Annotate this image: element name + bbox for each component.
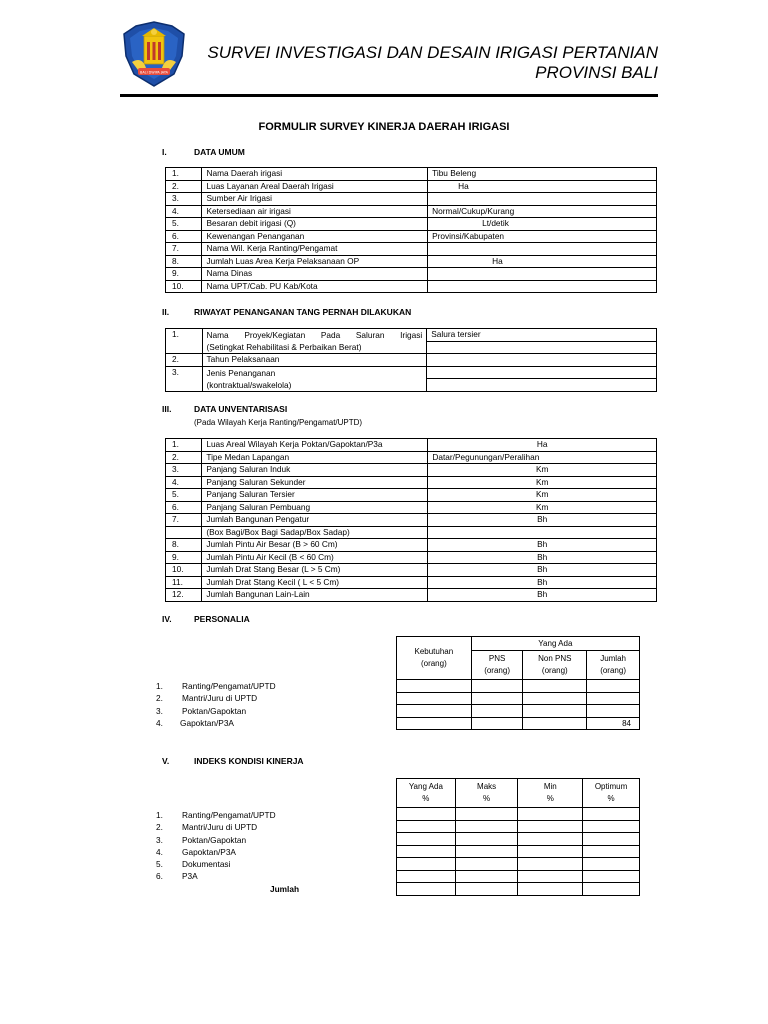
cell <box>455 808 518 821</box>
table-row <box>166 501 657 514</box>
row-number: 6. <box>166 230 202 243</box>
row-label: Ketersediaan air irigasi <box>202 205 428 218</box>
cell <box>455 845 518 858</box>
list-label: Dokumentasi <box>182 859 231 870</box>
cell <box>397 883 456 896</box>
list-item <box>156 821 276 833</box>
logo-text: BALI DWIPA JAYA <box>140 70 168 75</box>
row-label: Nama Daerah irigasi <box>202 168 428 181</box>
list-label: Ranting/Pengamat/UPTD <box>182 810 276 820</box>
row-label: Tipe Medan Lapangan <box>202 451 428 464</box>
row-number: 6. <box>166 501 202 514</box>
cell <box>397 705 472 718</box>
header-min <box>518 779 583 808</box>
row-value: Ha <box>428 255 657 268</box>
list-item <box>156 870 276 882</box>
row-label: Jumlah Luas Area Kerja Pelaksanaan OP <box>202 255 428 268</box>
list-number: 6. <box>156 871 163 882</box>
row-number: 3. <box>166 464 202 477</box>
table-row <box>166 439 657 452</box>
cell <box>397 680 472 693</box>
pns-unit: (orang) <box>484 666 510 675</box>
row-number: 5. <box>166 489 202 502</box>
data-umum-table <box>165 167 657 293</box>
riwayat-value: Salura tersier <box>427 329 657 342</box>
cell <box>455 883 518 896</box>
row-label: Nama UPT/Cab. PU Kab/Kota <box>202 280 428 293</box>
cell <box>523 680 587 693</box>
section-subtitle: (Pada Wilayah Kerja Ranting/Pengamat/UPTD) <box>194 418 363 427</box>
row-label: Panjang Saluran Pembuang <box>202 501 428 514</box>
row-value: Datar/Pegunungan/Peralihan <box>428 451 657 464</box>
cell <box>397 870 456 883</box>
table-row <box>166 476 657 489</box>
row-value: Bh <box>428 514 657 527</box>
row-number: 5. <box>166 218 202 231</box>
list-item <box>156 717 276 729</box>
table-row <box>397 858 640 871</box>
table-row <box>166 551 657 564</box>
indeks-list <box>156 809 276 883</box>
list-label: Mantri/Juru di UPTD <box>182 822 258 833</box>
header-maks <box>455 779 518 808</box>
list-item <box>156 846 276 858</box>
cell <box>397 845 456 858</box>
row-value: Bh <box>428 576 657 589</box>
row-value: Bh <box>428 589 657 602</box>
riwayat-value-blank <box>427 354 657 367</box>
row-label: Jumlah Drat Stang Besar (L > 5 Cm) <box>202 564 428 577</box>
cell <box>518 808 583 821</box>
table-row <box>397 833 640 846</box>
row-value: Km <box>428 501 657 514</box>
table-row <box>166 451 657 464</box>
table-row <box>166 243 657 256</box>
table-row <box>397 870 640 883</box>
list-item <box>156 680 276 692</box>
document-title-line2: PROVINSI BALI <box>535 63 658 82</box>
nonpns-unit: (orang) <box>541 666 568 675</box>
row-label: Nama Wil. Kerja Ranting/Pengamat <box>202 243 428 256</box>
cell <box>587 680 640 693</box>
riwayat-label-line1: Jenis Penanganan <box>206 367 276 378</box>
row-label: Kewenangan Penanganan <box>202 230 428 243</box>
row-label: Luas Layanan Areal Daerah Irigasi <box>202 180 428 193</box>
kebutuhan-unit: (orang) <box>420 659 447 668</box>
riwayat-label: Tahun Pelaksanaan <box>202 354 427 367</box>
jumlah-unit: (orang) <box>600 666 626 675</box>
riwayat-label-line2: (Setingkat Rehabilitasi & Perbaikan Berat) <box>206 342 362 352</box>
cell <box>518 845 583 858</box>
header-optimum <box>583 779 640 808</box>
min-label: Min <box>543 782 557 791</box>
cell <box>518 820 583 833</box>
cell <box>397 717 472 730</box>
cell <box>523 717 587 730</box>
riwayat-table <box>165 328 657 392</box>
row-label: Sumber Air Irigasi <box>202 193 428 206</box>
row-label: Jumlah Pintu Air Besar (B > 60 Cm) <box>202 539 428 552</box>
table-row <box>397 820 640 833</box>
cell <box>587 705 640 718</box>
list-number: 1. <box>156 681 163 691</box>
row-label: (Box Bagi/Box Bagi Sadap/Box Sadap) <box>202 526 428 539</box>
table-row <box>166 539 657 552</box>
cell <box>397 692 472 705</box>
row-number: 1. <box>166 439 202 452</box>
cell <box>471 692 523 705</box>
cell <box>518 858 583 871</box>
row-value: Provinsi/Kabupaten <box>428 230 657 243</box>
cell <box>471 717 523 730</box>
header-yang-ada <box>397 779 456 808</box>
row-number: 12. <box>166 589 202 602</box>
maks-unit: % <box>483 794 491 803</box>
row-value <box>428 526 657 539</box>
cell <box>518 833 583 846</box>
row-value: Bh <box>428 551 657 564</box>
header-divider <box>120 94 658 97</box>
header-kebutuhan <box>397 637 472 680</box>
row-value: Km <box>428 476 657 489</box>
table-row <box>166 255 657 268</box>
cell <box>471 680 523 693</box>
table-row <box>166 564 657 577</box>
list-label: Poktan/Gapoktan <box>182 834 247 845</box>
cell <box>397 858 456 871</box>
list-label: Gapoktan/P3A <box>180 717 234 728</box>
jumlah-label: Jumlah <box>600 654 626 663</box>
row-value: Normal/Cukup/Kurang <box>428 205 657 218</box>
cell <box>583 820 640 833</box>
table-row <box>166 268 657 281</box>
table-row <box>166 589 657 602</box>
cell <box>523 692 587 705</box>
cell <box>583 870 640 883</box>
row-label: Nama Dinas <box>202 268 428 281</box>
table-row <box>166 168 657 181</box>
row-value <box>428 243 657 256</box>
row-label: Jumlah Bangunan Pengatur <box>202 514 428 527</box>
list-number: 2. <box>156 822 163 833</box>
cell <box>397 808 456 821</box>
row-number: 2. <box>166 354 203 367</box>
section-label: DATA UNVENTARISASI <box>194 404 288 414</box>
table-row <box>397 845 640 858</box>
table-row <box>166 576 657 589</box>
personalia-list <box>156 680 276 729</box>
pns-label: PNS <box>488 654 506 663</box>
cell <box>455 820 518 833</box>
table-row <box>166 489 657 502</box>
section-label: PERSONALIA <box>194 614 250 624</box>
cell <box>583 808 640 821</box>
list-label: P3A <box>182 871 198 882</box>
row-value: Km <box>428 489 657 502</box>
row-number: 9. <box>166 551 202 564</box>
list-number: 1. <box>156 810 163 820</box>
row-number: 11. <box>166 576 202 589</box>
section-label: INDEKS KONDISI KINERJA <box>194 756 304 766</box>
cell <box>523 705 587 718</box>
row-number: 9. <box>166 268 202 281</box>
row-number: 1. <box>166 329 203 354</box>
yang-ada-unit: % <box>422 794 430 803</box>
kebutuhan-label: Kebutuhan <box>414 647 454 656</box>
list-number: 2. <box>156 693 163 704</box>
table-row <box>166 218 657 231</box>
jumlah-label: Jumlah <box>270 884 300 894</box>
row-number: 10. <box>166 564 202 577</box>
section-number: IV. <box>162 614 172 624</box>
row-value: Tibu Beleng <box>428 168 657 181</box>
header-yang-ada: Yang Ada <box>471 637 639 651</box>
list-label: Poktan/Gapoktan <box>182 705 247 716</box>
section-number: V. <box>162 756 170 766</box>
row-value: Ha <box>428 180 657 193</box>
table-row <box>166 514 657 527</box>
row-number: 1. <box>166 168 202 181</box>
row-value: Bh <box>428 539 657 552</box>
list-number: 5. <box>156 859 163 870</box>
row-label: Besaran debit irigasi (Q) <box>202 218 428 231</box>
list-number: 4. <box>156 717 163 728</box>
cell <box>518 870 583 883</box>
list-item <box>156 705 276 717</box>
nonpns-label: Non PNS <box>538 654 572 663</box>
row-number: 3. <box>166 193 202 206</box>
row-number: 10. <box>166 280 202 293</box>
riwayat-value-blank <box>427 366 657 379</box>
list-label: Ranting/Pengamat/UPTD <box>182 681 276 691</box>
table-row <box>166 193 657 206</box>
header-jumlah <box>587 651 640 680</box>
row-number: 7. <box>166 243 202 256</box>
section-label: DATA UMUM <box>194 147 245 157</box>
cell <box>397 833 456 846</box>
section-label: RIWAYAT PENANGANAN TANG PERNAH DILAKUKAN <box>194 307 412 317</box>
row-value: Km <box>428 464 657 477</box>
riwayat-label-line1: Nama Proyek/Kegiatan Pada Saluran Irigasi <box>206 330 423 340</box>
table-row <box>166 180 657 193</box>
cell <box>518 883 583 896</box>
table-row <box>166 230 657 243</box>
table-row <box>397 883 640 896</box>
row-value: Bh <box>428 564 657 577</box>
section-number: I. <box>162 147 167 157</box>
jumlah-value: 84 <box>587 717 640 730</box>
cell <box>583 833 640 846</box>
list-number: 3. <box>156 705 163 716</box>
cell <box>455 858 518 871</box>
row-label: Panjang Saluran Tersier <box>202 489 428 502</box>
row-number: 2. <box>166 451 202 464</box>
min-unit: % <box>546 794 554 803</box>
riwayat-value-blank <box>427 379 657 392</box>
row-number: 2. <box>166 180 202 193</box>
cell <box>583 883 640 896</box>
header-nonpns <box>523 651 587 680</box>
list-label: Mantri/Juru di UPTD <box>182 693 258 704</box>
row-value <box>428 280 657 293</box>
inventaris-table <box>165 438 657 602</box>
list-label: Gapoktan/P3A <box>182 846 236 857</box>
optimum-label: Optimum <box>594 782 628 791</box>
row-number: 4. <box>166 476 202 489</box>
row-number: 8. <box>166 255 202 268</box>
header-pns <box>471 651 523 680</box>
row-value: Lt/detik <box>428 218 657 231</box>
row-label: Jumlah Drat Stang Kecil ( L < 5 Cm) <box>202 576 428 589</box>
row-value: Ha <box>428 439 657 452</box>
cell <box>471 705 523 718</box>
row-label: Jumlah Pintu Air Kecil (B < 60 Cm) <box>202 551 428 564</box>
riwayat-value-blank <box>427 341 657 354</box>
table-row <box>166 205 657 218</box>
personalia-table <box>396 636 640 730</box>
row-value <box>428 268 657 281</box>
row-label: Jumlah Bangunan Lain-Lain <box>202 589 428 602</box>
cell <box>583 845 640 858</box>
section-number: III. <box>162 404 172 414</box>
row-label: Panjang Saluran Sekunder <box>202 476 428 489</box>
row-number: 3. <box>166 366 203 391</box>
list-item <box>156 809 276 821</box>
list-item <box>156 692 276 704</box>
row-label: Panjang Saluran Induk <box>202 464 428 477</box>
document-title-line1: SURVEI INVESTIGASI DAN DESAIN IRIGASI PERTANIAN <box>207 43 658 62</box>
cell <box>397 820 456 833</box>
section-number: II. <box>162 307 170 317</box>
form-title: FORMULIR SURVEY KINERJA DAERAH IRIGASI <box>258 121 510 133</box>
indeks-table <box>396 778 640 896</box>
row-number: 4. <box>166 205 202 218</box>
list-item <box>156 858 276 870</box>
list-number: 3. <box>156 834 163 845</box>
cell <box>455 833 518 846</box>
table-row <box>166 526 657 539</box>
riwayat-label <box>202 366 427 391</box>
table-row <box>166 280 657 293</box>
optimum-unit: % <box>607 794 615 803</box>
yang-ada-label: Yang Ada <box>408 782 443 791</box>
maks-label: Maks <box>477 782 497 791</box>
table-row <box>166 464 657 477</box>
table-row <box>397 808 640 821</box>
row-label: Luas Areal Wilayah Kerja Poktan/Gapoktan/P3a <box>202 439 428 452</box>
riwayat-label <box>202 329 427 354</box>
riwayat-label-line2: (kontraktual/swakelola) <box>206 379 292 390</box>
row-value <box>428 193 657 206</box>
cell <box>455 870 518 883</box>
row-number: 8. <box>166 539 202 552</box>
list-item <box>156 834 276 846</box>
bali-province-emblem-icon <box>118 20 190 88</box>
row-number <box>166 526 202 539</box>
cell <box>587 692 640 705</box>
cell <box>583 858 640 871</box>
list-number: 4. <box>156 846 163 857</box>
row-number: 7. <box>166 514 202 527</box>
